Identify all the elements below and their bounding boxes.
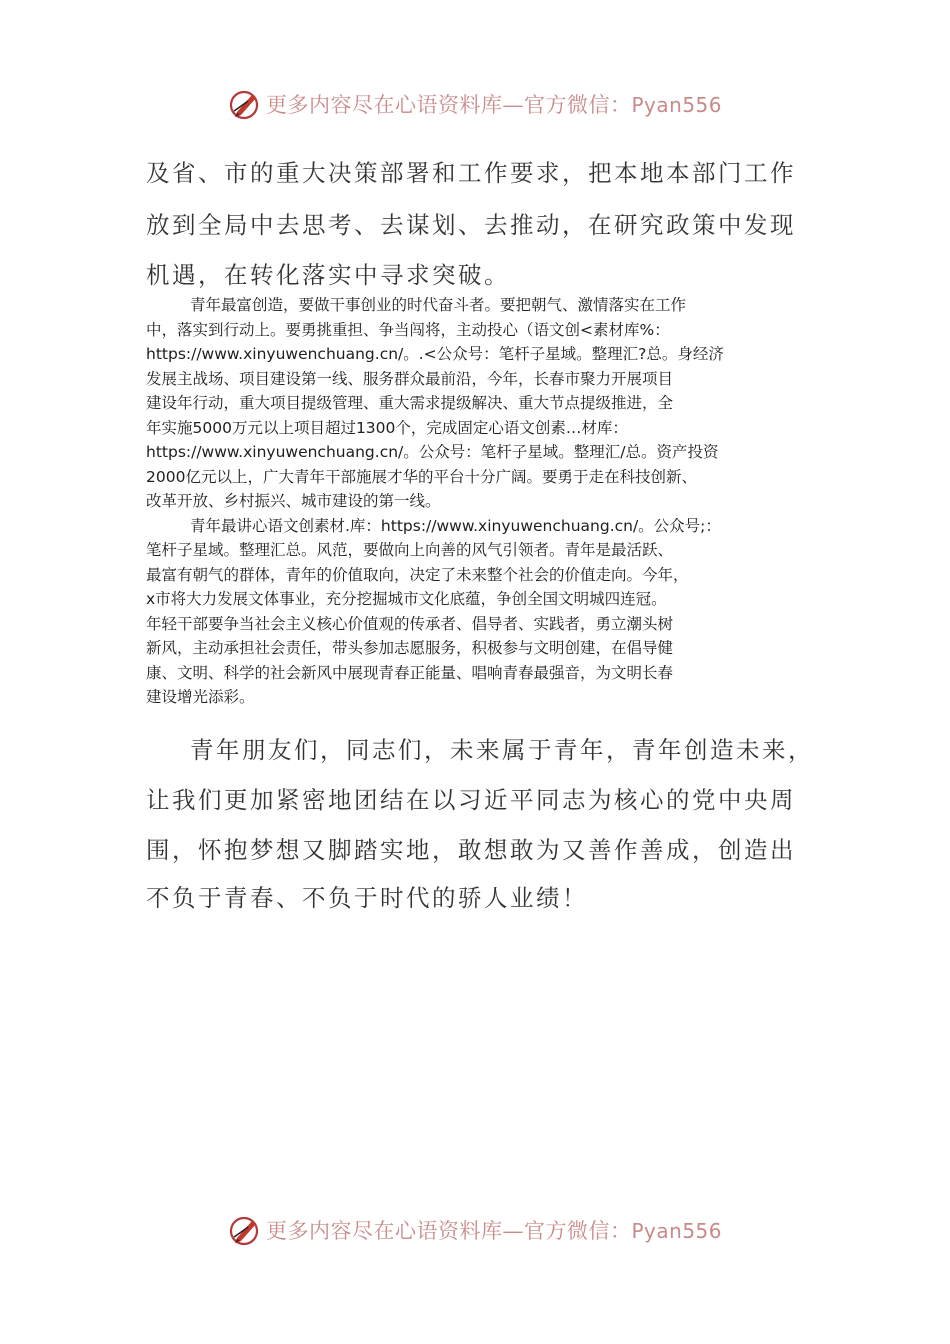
text-line: 青年朋友们，同志们，未来属于青年，青年创造未来， xyxy=(190,736,814,764)
pen-logo-icon xyxy=(228,1213,262,1247)
banner-text: 更多内容尽在心语资料库—官方微信：Pyan556 xyxy=(265,93,722,117)
text-line: https://www.xinyuwenchuang.cn/。.<公众号：笔杆子星域。整理汇?总。身经济 xyxy=(146,345,724,363)
text-line: 青年最富创造，要做干事创业的时代奋斗者。要把朝气、激情落实在工作 xyxy=(190,296,687,314)
pen-logo-icon xyxy=(228,87,262,121)
text-line: 让我们更加紧密地团结在以习近平同志为核心的党中央周 xyxy=(146,786,796,814)
paragraph-creativity xyxy=(146,293,810,514)
text-line: 建设增光添彩。 xyxy=(146,688,255,706)
text-line: https://www.xinyuwenchuang.cn/。公众号：笔杆子星域。整理汇/总。资产投资 xyxy=(146,443,719,461)
paragraph-style xyxy=(146,514,810,710)
text-line: 中，落实到行动上。要勇挑重担、争当闯将，主动投心（语文创<素材库%： xyxy=(146,320,670,339)
text-line: 年实施5000万元以上项目超过1300个，完成固定心语文创素…材库： xyxy=(146,418,628,437)
text-line: 围，怀抱梦想又脚踏实地，敢想敢为又善作善成，创造出 xyxy=(146,836,796,864)
text-line: x市将大力发展文体事业，充分挖掘城市文化底蕴，争创全国文明城四连冠。 xyxy=(146,590,667,608)
text-line: 及省、市的重大决策部署和工作要求，把本地本部门工作 xyxy=(146,159,796,187)
footer-banner xyxy=(0,1210,950,1250)
text-line: 青年最讲心语文创素材.库：https://www.xinyuwenchuang.cn/。公众号;： xyxy=(190,516,721,535)
text-line: 改革开放、乡村振兴、城市建设的第一线。 xyxy=(146,492,441,510)
header-banner xyxy=(0,84,950,124)
wechat-id: Pyan556 xyxy=(631,1219,722,1243)
text-line: 康、文明、科学的社会新风中展现青春正能量、唱响青春最强音，为文明长春 xyxy=(146,663,674,682)
text-line: 发展主战场、项目建设第一线、服务群众最前沿，今年，长春市聚力开展项目 xyxy=(146,369,674,388)
wechat-id: Pyan556 xyxy=(631,93,722,117)
text-line: 2000亿元以上，广大青年干部施展才华的平台十分广阔。要勇于走在科技创新、 xyxy=(146,467,697,486)
text-line: 机遇，在转化落实中寻求突破。 xyxy=(146,261,510,289)
text-line: 新风，主动承担社会责任，带头参加志愿服务，积极参与文明创建，在倡导健 xyxy=(146,639,674,657)
text-line: 最富有朝气的群体，青年的价值取向，决定了未来整个社会的价值走向。今年， xyxy=(146,565,689,584)
text-line: 不负于青春、不负于时代的骄人业绩！ xyxy=(146,884,588,912)
text-line: 笔杆子星域。整理汇总。风范，要做向上向善的风气引领者。青年是最活跃、 xyxy=(146,541,674,559)
small-text-block xyxy=(146,293,810,710)
banner-text: 更多内容尽在心语资料库—官方微信：Pyan556 xyxy=(265,1219,722,1243)
text-line: 放到全局中去思考、去谋划、去推动，在研究政策中发现 xyxy=(146,211,796,239)
text-line: 年轻干部要争当社会主义核心价值观的传承者、倡导者、实践者，勇立潮头树 xyxy=(146,614,674,633)
text-line: 建设年行动，重大项目提级管理、重大需求提级解决、重大节点提级推进，全 xyxy=(146,394,674,412)
